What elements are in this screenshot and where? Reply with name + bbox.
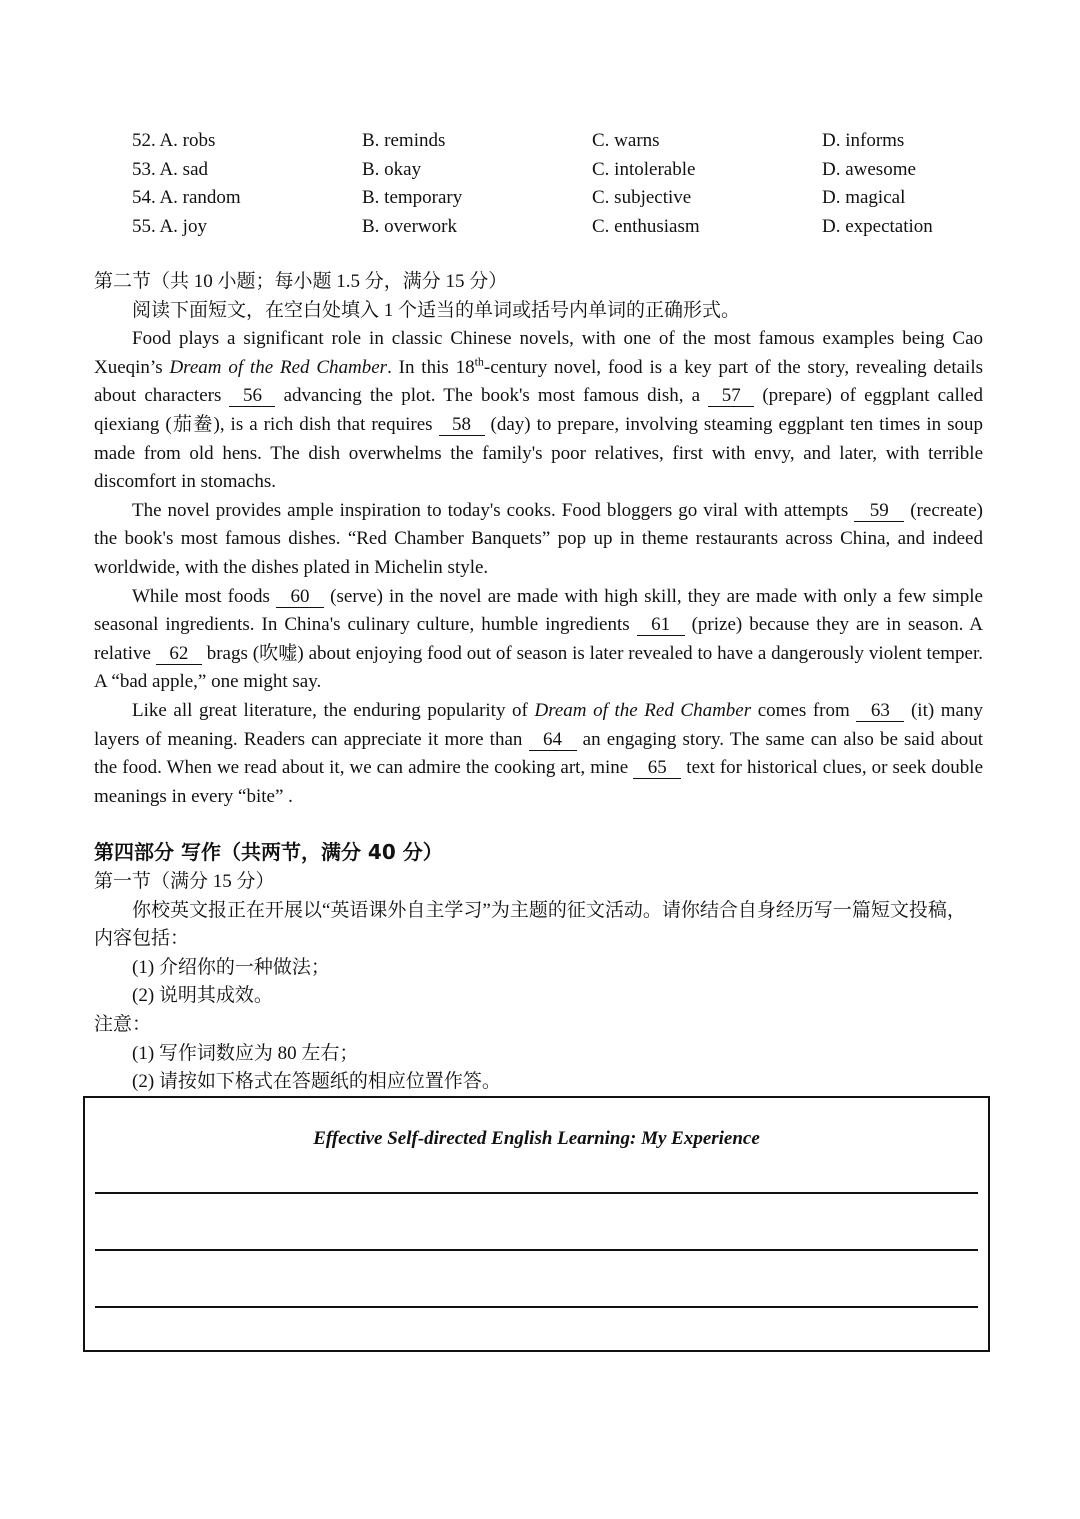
option-c: C. enthusiasm bbox=[592, 216, 700, 238]
text: advancing the plot. The book's most famous dish, a bbox=[275, 385, 709, 407]
text: -century novel, food is a key part of the story, revealing details about characters bbox=[94, 356, 983, 407]
text: an engaging story. The same can also be said about the food. When we read about it, we can admire the cooking art, mine bbox=[94, 728, 983, 779]
text: Food plays a significant role in classic Chinese novels, with one of the most famous examples being Cao Xueqin’s bbox=[94, 328, 983, 378]
writing-line[interactable] bbox=[95, 1249, 978, 1251]
option-d: D. magical bbox=[822, 187, 906, 209]
choice-row-55 bbox=[132, 213, 992, 242]
text: (recreate) the book's most famous dishes. “Red Chamber Banquets” pop up in theme restaurants across China, and indeed worldwide, with the dishes plated in Michelin style. bbox=[94, 499, 983, 578]
option-a: 52. A. robs bbox=[132, 130, 216, 151]
section-2-heading: 第二节（共 10 小题；每小题 1.5 分，满分 15 分） bbox=[94, 271, 508, 292]
note-label: 注意： bbox=[94, 1013, 152, 1035]
choice-row-54 bbox=[132, 184, 992, 213]
blank-65[interactable]: 65 bbox=[633, 758, 681, 779]
option-b: B. overwork bbox=[362, 216, 457, 238]
text: (it) many layers of meaning. Readers can appreciate it more than bbox=[94, 699, 983, 750]
blank-62[interactable]: 62 bbox=[156, 644, 202, 665]
paragraph-3 bbox=[94, 583, 983, 697]
prompt-item-2: (2) 说明其成效。 bbox=[132, 985, 273, 1007]
text: While most foods bbox=[132, 585, 277, 607]
prompt-item-1: (1) 介绍你的一种做法； bbox=[132, 956, 330, 978]
note-item-1: (1) 写作词数应为 80 左右； bbox=[132, 1042, 359, 1064]
text: comes from bbox=[751, 699, 857, 721]
part-4-writing bbox=[94, 836, 983, 1097]
option-c: C. intolerable bbox=[592, 158, 696, 180]
choice-row-53 bbox=[132, 156, 992, 185]
blank-64[interactable]: 64 bbox=[529, 730, 577, 751]
answer-box[interactable] bbox=[83, 1096, 990, 1352]
option-a: 53. A. sad bbox=[132, 158, 208, 180]
note-item-2: (2) 请按如下格式在答题纸的相应位置作答。 bbox=[132, 1071, 501, 1093]
text: brags (吹嘘) about enjoying food out of season is later revealed to have a dangerously violent temper. A “bad apple,” one might say. bbox=[94, 642, 984, 693]
option-c: C. warns bbox=[592, 130, 660, 151]
section-2 bbox=[94, 268, 983, 811]
text: (prepare) of eggplant called qiexiang (茄鲞), is a rich dish that requires bbox=[94, 385, 983, 435]
part-4-heading: 第四部分 写作（共两节，满分 40 分） bbox=[94, 840, 443, 864]
option-b: B. temporary bbox=[362, 187, 463, 209]
paragraph-1 bbox=[94, 325, 983, 497]
text: The novel provides ample inspiration to today's cooks. Food bloggers go viral with attempts bbox=[132, 499, 855, 521]
option-c: C. subjective bbox=[592, 187, 692, 209]
text: . In this 18 bbox=[387, 356, 475, 378]
book-title: Dream of the Red Chamber bbox=[534, 699, 752, 721]
option-d: D. expectation bbox=[822, 216, 933, 238]
blank-59[interactable]: 59 bbox=[854, 501, 904, 522]
section-1-heading: 第一节（满分 15 分） bbox=[94, 871, 275, 892]
text: (prize) because they are in season. A relative bbox=[94, 614, 983, 664]
choice-list bbox=[132, 127, 992, 242]
option-b: B. okay bbox=[362, 158, 422, 180]
option-a: 55. A. joy bbox=[132, 216, 207, 238]
text: (day) to prepare, involving steaming eggplant ten times in soup made from old hens. The dish overwhelms the family's poor relatives, first with envy, and later, with terrible discomfort in stomachs. bbox=[94, 413, 983, 493]
paragraph-2 bbox=[94, 497, 983, 583]
blank-63[interactable]: 63 bbox=[856, 701, 904, 722]
section-2-instruction: 阅读下面短文，在空白处填入 1 个适当的单词或括号内单词的正确形式。 bbox=[132, 299, 741, 321]
writing-line[interactable] bbox=[95, 1306, 978, 1308]
text: Like all great literature, the enduring popularity of bbox=[132, 699, 535, 721]
blank-60[interactable]: 60 bbox=[276, 587, 324, 608]
choice-row-52 bbox=[132, 127, 992, 156]
text: text for historical clues, or seek double meanings in every “bite” . bbox=[94, 757, 984, 807]
book-title: Dream of the Red Chamber bbox=[169, 356, 388, 378]
paragraph-4 bbox=[94, 697, 983, 811]
blank-57[interactable]: 57 bbox=[708, 386, 754, 407]
writing-prompt: 你校英文报正在开展以“英语课外自主学习”为主题的征文活动。请你结合自身经历写一篇短文投稿，内容包括： bbox=[94, 899, 966, 950]
option-b: B. reminds bbox=[362, 130, 446, 151]
superscript: th bbox=[474, 354, 484, 369]
text: (serve) in the novel are made with high skill, they are made with only a few simple seasonal ingredients. In China's culinary culture, humble ingredients bbox=[94, 585, 983, 636]
writing-line[interactable] bbox=[95, 1192, 978, 1194]
blank-56[interactable]: 56 bbox=[229, 386, 275, 407]
option-a: 54. A. random bbox=[132, 187, 241, 209]
option-d: D. informs bbox=[822, 130, 905, 151]
blank-58[interactable]: 58 bbox=[439, 415, 485, 436]
blank-61[interactable]: 61 bbox=[637, 615, 685, 636]
option-d: D. awesome bbox=[822, 158, 916, 180]
answer-box-title: Effective Self-directed English Learning: My Experience bbox=[313, 1128, 760, 1149]
